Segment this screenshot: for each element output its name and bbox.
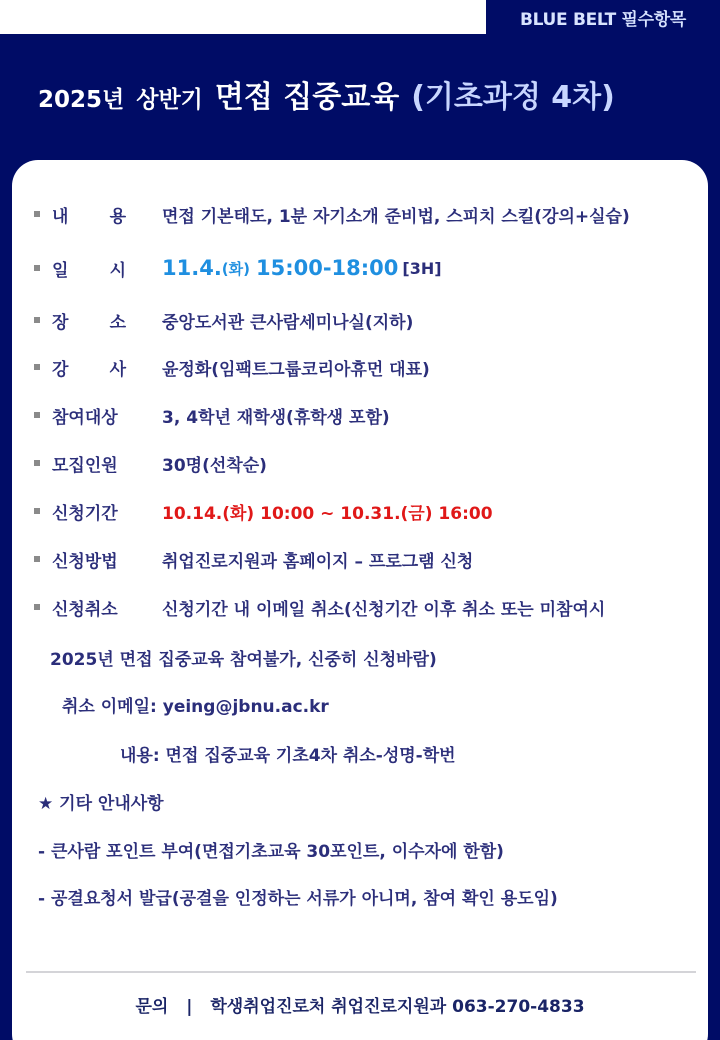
item-period bbox=[34, 496, 493, 526]
date-weekday: (화) bbox=[221, 259, 250, 278]
bullet-icon bbox=[34, 317, 40, 323]
item-label: 신청취소 bbox=[52, 599, 118, 620]
title-main: 면접 집중교육 bbox=[214, 80, 400, 115]
divider bbox=[26, 971, 696, 973]
item-capacity bbox=[34, 448, 267, 478]
item-label: 강 사 bbox=[52, 359, 126, 380]
item-label: 참여대상 bbox=[52, 407, 118, 428]
bullet-icon bbox=[34, 508, 40, 514]
item-lecturer bbox=[34, 352, 430, 382]
title-half: 상반기 bbox=[136, 87, 203, 113]
notes-heading: ★ 기타 안내사항 bbox=[38, 794, 164, 814]
footer-separator: | bbox=[186, 997, 193, 1017]
item-label: 신청기간 bbox=[52, 503, 118, 524]
item-value: 면접 기본태도, 1분 자기소개 준비법, 스피치 스킬(강의+실습) bbox=[162, 206, 630, 227]
bullet-icon bbox=[34, 460, 40, 466]
blue-belt-badge: BLUE BELT 필수항목 bbox=[486, 0, 720, 34]
item-value: 중앙도서관 큰사람세미나실(지하) bbox=[162, 312, 414, 333]
bullet-icon bbox=[34, 556, 40, 562]
item-date bbox=[34, 253, 442, 283]
bullet-icon bbox=[34, 265, 40, 271]
date-hours: [3H] bbox=[402, 258, 442, 278]
item-value: 30명(선착순) bbox=[162, 455, 267, 476]
cancel-note: 2025년 면접 집중교육 참여불가, 신중히 신청바람) bbox=[50, 650, 437, 670]
page-title bbox=[38, 72, 615, 124]
item-value: 3, 4학년 재학생(휴학생 포함) bbox=[162, 407, 390, 428]
item-value: 취업진로지원과 홈페이지 – 프로그램 신청 bbox=[162, 551, 474, 572]
item-label: 장 소 bbox=[52, 312, 126, 333]
notes-line-points: - 큰사람 포인트 부여(면접기초교육 30포인트, 이수자에 한함) bbox=[38, 842, 504, 862]
bullet-icon bbox=[34, 604, 40, 610]
item-label: 모집인원 bbox=[52, 455, 118, 476]
date-time: 15:00-18:00 bbox=[256, 256, 399, 280]
bullet-icon bbox=[34, 412, 40, 418]
cancel-content: 내용: 면접 집중교육 기초4차 취소-성명-학번 bbox=[120, 746, 456, 766]
cancel-email: 취소 이메일: yeing@jbnu.ac.kr bbox=[62, 697, 329, 717]
item-value: 10.14.(화) 10:00 ~ 10.31.(금) 16:00 bbox=[162, 503, 493, 524]
item-label: 신청방법 bbox=[52, 551, 118, 572]
item-cancel bbox=[34, 592, 605, 622]
bullet-icon bbox=[34, 364, 40, 370]
item-place bbox=[34, 305, 413, 335]
item-value: 신청기간 내 이메일 취소(신청기간 이후 취소 또는 미참여시 bbox=[162, 599, 606, 620]
item-target bbox=[34, 400, 390, 430]
bullet-icon bbox=[34, 211, 40, 217]
item-content bbox=[34, 199, 630, 229]
footer-contact bbox=[0, 992, 720, 1017]
footer-contact-info: 학생취업진로처 취업진로지원과 063-270-4833 bbox=[210, 997, 585, 1017]
item-method bbox=[34, 544, 473, 574]
title-sub: (기초과정 4차) bbox=[411, 80, 615, 115]
item-label: 내 용 bbox=[52, 206, 126, 227]
title-year: 2025년 bbox=[38, 87, 125, 113]
item-label: 일 시 bbox=[52, 260, 126, 281]
footer-label: 문의 bbox=[135, 997, 169, 1017]
item-value: 윤정화(임팩트그룹코리아휴먼 대표) bbox=[162, 359, 430, 380]
date-day: 11.4. bbox=[162, 256, 222, 280]
notes-line-absence: - 공결요청서 발급(공결을 인정하는 서류가 아니며, 참여 확인 용도임) bbox=[38, 889, 558, 909]
